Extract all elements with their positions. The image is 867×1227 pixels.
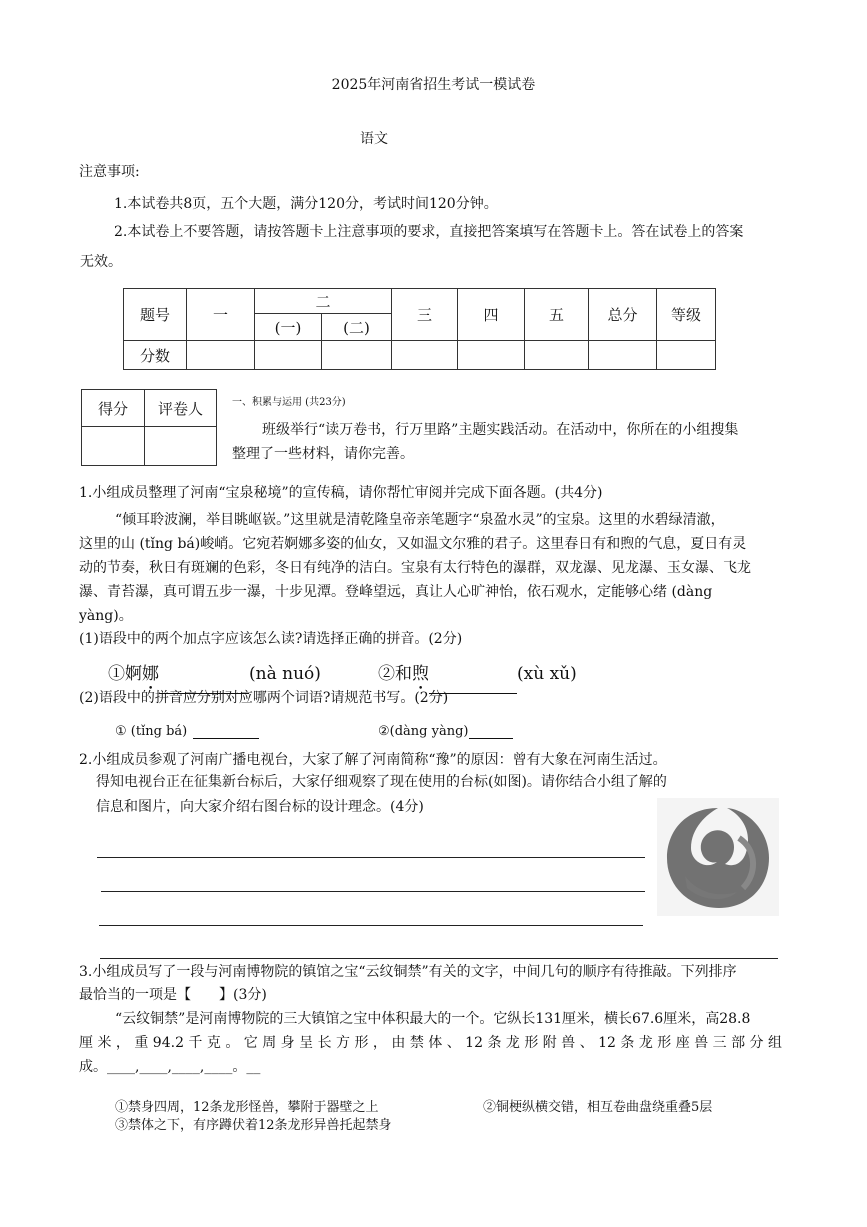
q1-answer-1 — [115, 724, 259, 739]
q1-sub1: (1)语段中的两个加点字应该怎么读?请选择正确的拼音。(2分) — [79, 631, 463, 647]
notice-heading: 注意事项: — [79, 164, 140, 180]
dotted-char: 娜 — [142, 664, 159, 684]
q3-passage-line: “云纹铜禁”是河南博物院的三大镇馆之宝中体积最大的一个。它纵长131厘米，横长67.6厘米，高28.8 — [115, 1011, 751, 1027]
section1-intro-cont: 整理了一些材料，请你完善。 — [232, 446, 414, 462]
subject-label: 语文 — [360, 131, 388, 147]
answer-label: ① (tǐng bá) — [115, 724, 188, 739]
score-table — [123, 288, 716, 370]
score-cell — [657, 341, 716, 370]
tv-station-logo-image — [657, 798, 779, 916]
score-cell — [322, 341, 392, 370]
grader-box — [81, 389, 217, 466]
option-number: ② — [378, 664, 395, 684]
q1-sub2: (2)语段中的拼音应分别对应哪两个词语?请规范书写。(2分) — [79, 690, 449, 706]
exam-title: 2025年河南省招生考试一模试卷 — [331, 77, 536, 93]
answer-line[interactable] — [101, 891, 645, 892]
section1-title: 一、积累与运用 (共23分) — [232, 397, 346, 408]
answer-line[interactable] — [100, 958, 778, 959]
q3-stem: 3.小组成员写了一段与河南博物院的镇馆之宝“云纹铜禁”有关的文字，中间几句的顺序有待推敲。下列排序 — [79, 964, 737, 980]
score-header-grade: 等级 — [657, 289, 716, 341]
notice-item-2: 2.本试卷上不要答题，请按答题卡上注意事项的要求，直接把答案填写在答题卡上。答在试卷上的答案 — [114, 224, 744, 240]
score-header-total: 总分 — [589, 289, 657, 341]
q1-passage-line: 瀑、青苔瀑，真可谓五步一瀑，十步见潭。登峰望远，真让人心旷神怡，依石观水，定能够心绪 (dàng — [79, 584, 713, 600]
score-cell — [589, 341, 657, 370]
q1-passage-line: “倾耳聆波澜，举目眺岖嵚。”这里就是清乾隆皇帝亲笔题字“泉盈水灵”的宝泉。这里的水碧绿清澈， — [115, 512, 725, 528]
score-header-5: 五 — [525, 289, 589, 341]
score-header-2b: (二) — [322, 314, 392, 341]
q1-answer-2 — [378, 724, 513, 739]
q3-option-1: ①禁身四周，12条龙形怪兽，攀附于器壁之上 — [115, 1100, 379, 1115]
score-header-3: 三 — [392, 289, 458, 341]
q3-stem-cont: 最恰当的一项是【 】(3分) — [79, 987, 267, 1003]
q1-stem: 1.小组成员整理了河南“宝泉秘境”的宣传稿，请你帮忙审阅并完成下面各题。(共4分) — [79, 485, 603, 501]
score-row-label: 分数 — [124, 341, 187, 370]
section1-intro: 班级举行“读万卷书，行万里路”主题实践活动。在活动中，你所在的小组搜集 — [262, 422, 739, 438]
option-number: ① — [108, 664, 125, 684]
answer-line[interactable] — [99, 925, 643, 926]
grader-reviewer-label: 评卷人 — [145, 390, 217, 427]
q1-passage-line: 这里的山 (tǐng bá)峻峭。它宛若婀娜多姿的仙女，又如温文尔雅的君子。这里春日有和煦的气息，夏日有灵 — [79, 536, 747, 552]
q1-passage-line: 动的节奏，秋日有斑斓的色彩，冬日有纯净的洁白。宝泉有太行特色的瀑群，双龙瀑、见龙瀑、玉女瀑、飞龙 — [79, 560, 751, 576]
grader-score-label: 得分 — [82, 390, 145, 427]
q3-option-3: ③禁体之下，有序蹲伏着12条龙形异兽托起禁身 — [115, 1118, 392, 1133]
grader-reviewer-cell — [145, 427, 217, 466]
score-cell — [525, 341, 589, 370]
option-char: 婀 — [125, 664, 142, 684]
score-header-tihao: 题号 — [124, 289, 187, 341]
q2-line: 信息和图片，向大家介绍右图台标的设计理念。(4分) — [96, 799, 424, 815]
q3-option-2: ②铜梗纵横交错，相互卷曲盘绕重叠5层 — [483, 1100, 713, 1115]
dotted-char: 煦 — [412, 664, 429, 684]
q3-passage-line: 成。____,____,____,____。__ — [79, 1059, 261, 1075]
answer-blank[interactable] — [469, 724, 513, 739]
pinyin-choices: (nà nuó) — [249, 664, 321, 684]
score-header-4: 四 — [458, 289, 525, 341]
score-cell — [458, 341, 525, 370]
score-header-2a: (一) — [255, 314, 322, 341]
option-char: 和 — [395, 664, 412, 684]
score-header-2: 二 — [255, 289, 392, 314]
score-cell — [392, 341, 458, 370]
q2-line: 得知电视台正在征集新台标后，大家仔细观察了现在使用的台标(如图)。请你结合小组了解的 — [96, 774, 667, 790]
q2-line: 2.小组成员参观了河南广播电视台，大家了解了河南简称“豫”的原因：曾有大象在河南生活过。 — [79, 752, 667, 768]
q1-passage-line: yàng)。 — [79, 608, 133, 624]
score-cell — [187, 341, 255, 370]
q3-passage-line: 厘 米 ， 重 94.2 千 克 。 它 周 身 呈 长 方 形 ， 由 禁 体 、 12 条 龙 形 附 兽 、 12 条 龙 形 座 兽 三 部 分 组 — [79, 1035, 783, 1051]
answer-blank[interactable] — [193, 724, 259, 739]
answer-line[interactable] — [97, 857, 645, 858]
score-header-1: 一 — [187, 289, 255, 341]
notice-item-2-cont: 无效。 — [80, 254, 122, 270]
grader-score-cell — [82, 427, 145, 466]
answer-label: ②(dàng yàng) — [378, 724, 469, 739]
pinyin-choices: (xù xǔ) — [517, 664, 577, 684]
score-cell — [255, 341, 322, 370]
notice-item-1: 1.本试卷共8页，五个大题，满分120分，考试时间120分钟。 — [114, 196, 498, 212]
